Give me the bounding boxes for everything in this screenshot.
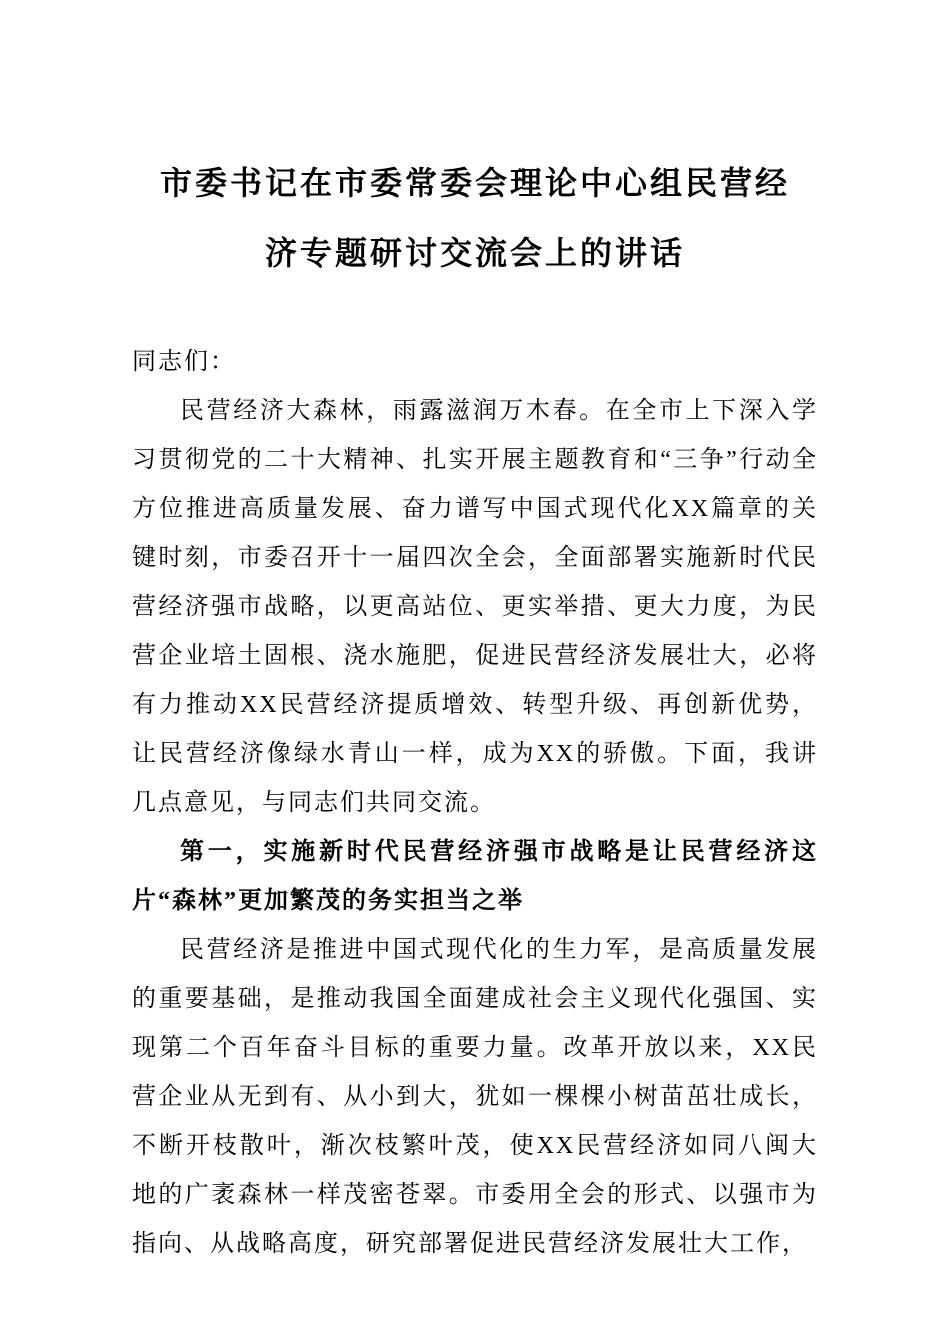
body-paragraph-1: 民营经济大森林，雨露滋润万木春。在全市上下深入学习贯彻党的二十大精神、扎实开展主题教育和“三争”行动全方位推进高质量发展、奋力谱写中国式现代化XX篇章的关键时刻，市委召开十一届四次全会，全面部署实施新时代民营经济强市战略，以更高站位、更实举措、更大力度，为民营企业培土固根、浇水施肥，促进民营经济发展壮大，必将有力推动XX民营经济提质增效、转型升级、再创新优势，让民营经济像绿水青山一样，成为XX的骄傲。下面，我讲几点意见，与同志们共同交流。 [132, 398, 818, 816]
body-paragraph-2: 民营经济是推进中国式现代化的生力军，是高质量发展的重要基础，是推动我国全面建成社会主义现代化强国、实现第二个百年奋斗目标的重要力量。改革开放以来，XX民营企业从无到有、从小到大，犹如一棵棵小树苗茁壮成长，不断开枝散叶，渐次枝繁叶茂，使XX民营经济如同八闽大地的广袤森林一样茂密苍翠。市委用全会的形式、以强市为指向、从战略高度，研究部署促进民营经济发展壮大工作， [132, 937, 818, 1257]
document-title: 市委书记在市委常委会理论中心组民营经济专题研讨交流会上的讲话 [159, 165, 790, 271]
section-heading-1: 第一，实施新时代民营经济强市战略是让民营经济这片“森林”更加繁茂的务实担当之举 [132, 839, 818, 914]
salutation-line: 同志们： [132, 349, 236, 375]
